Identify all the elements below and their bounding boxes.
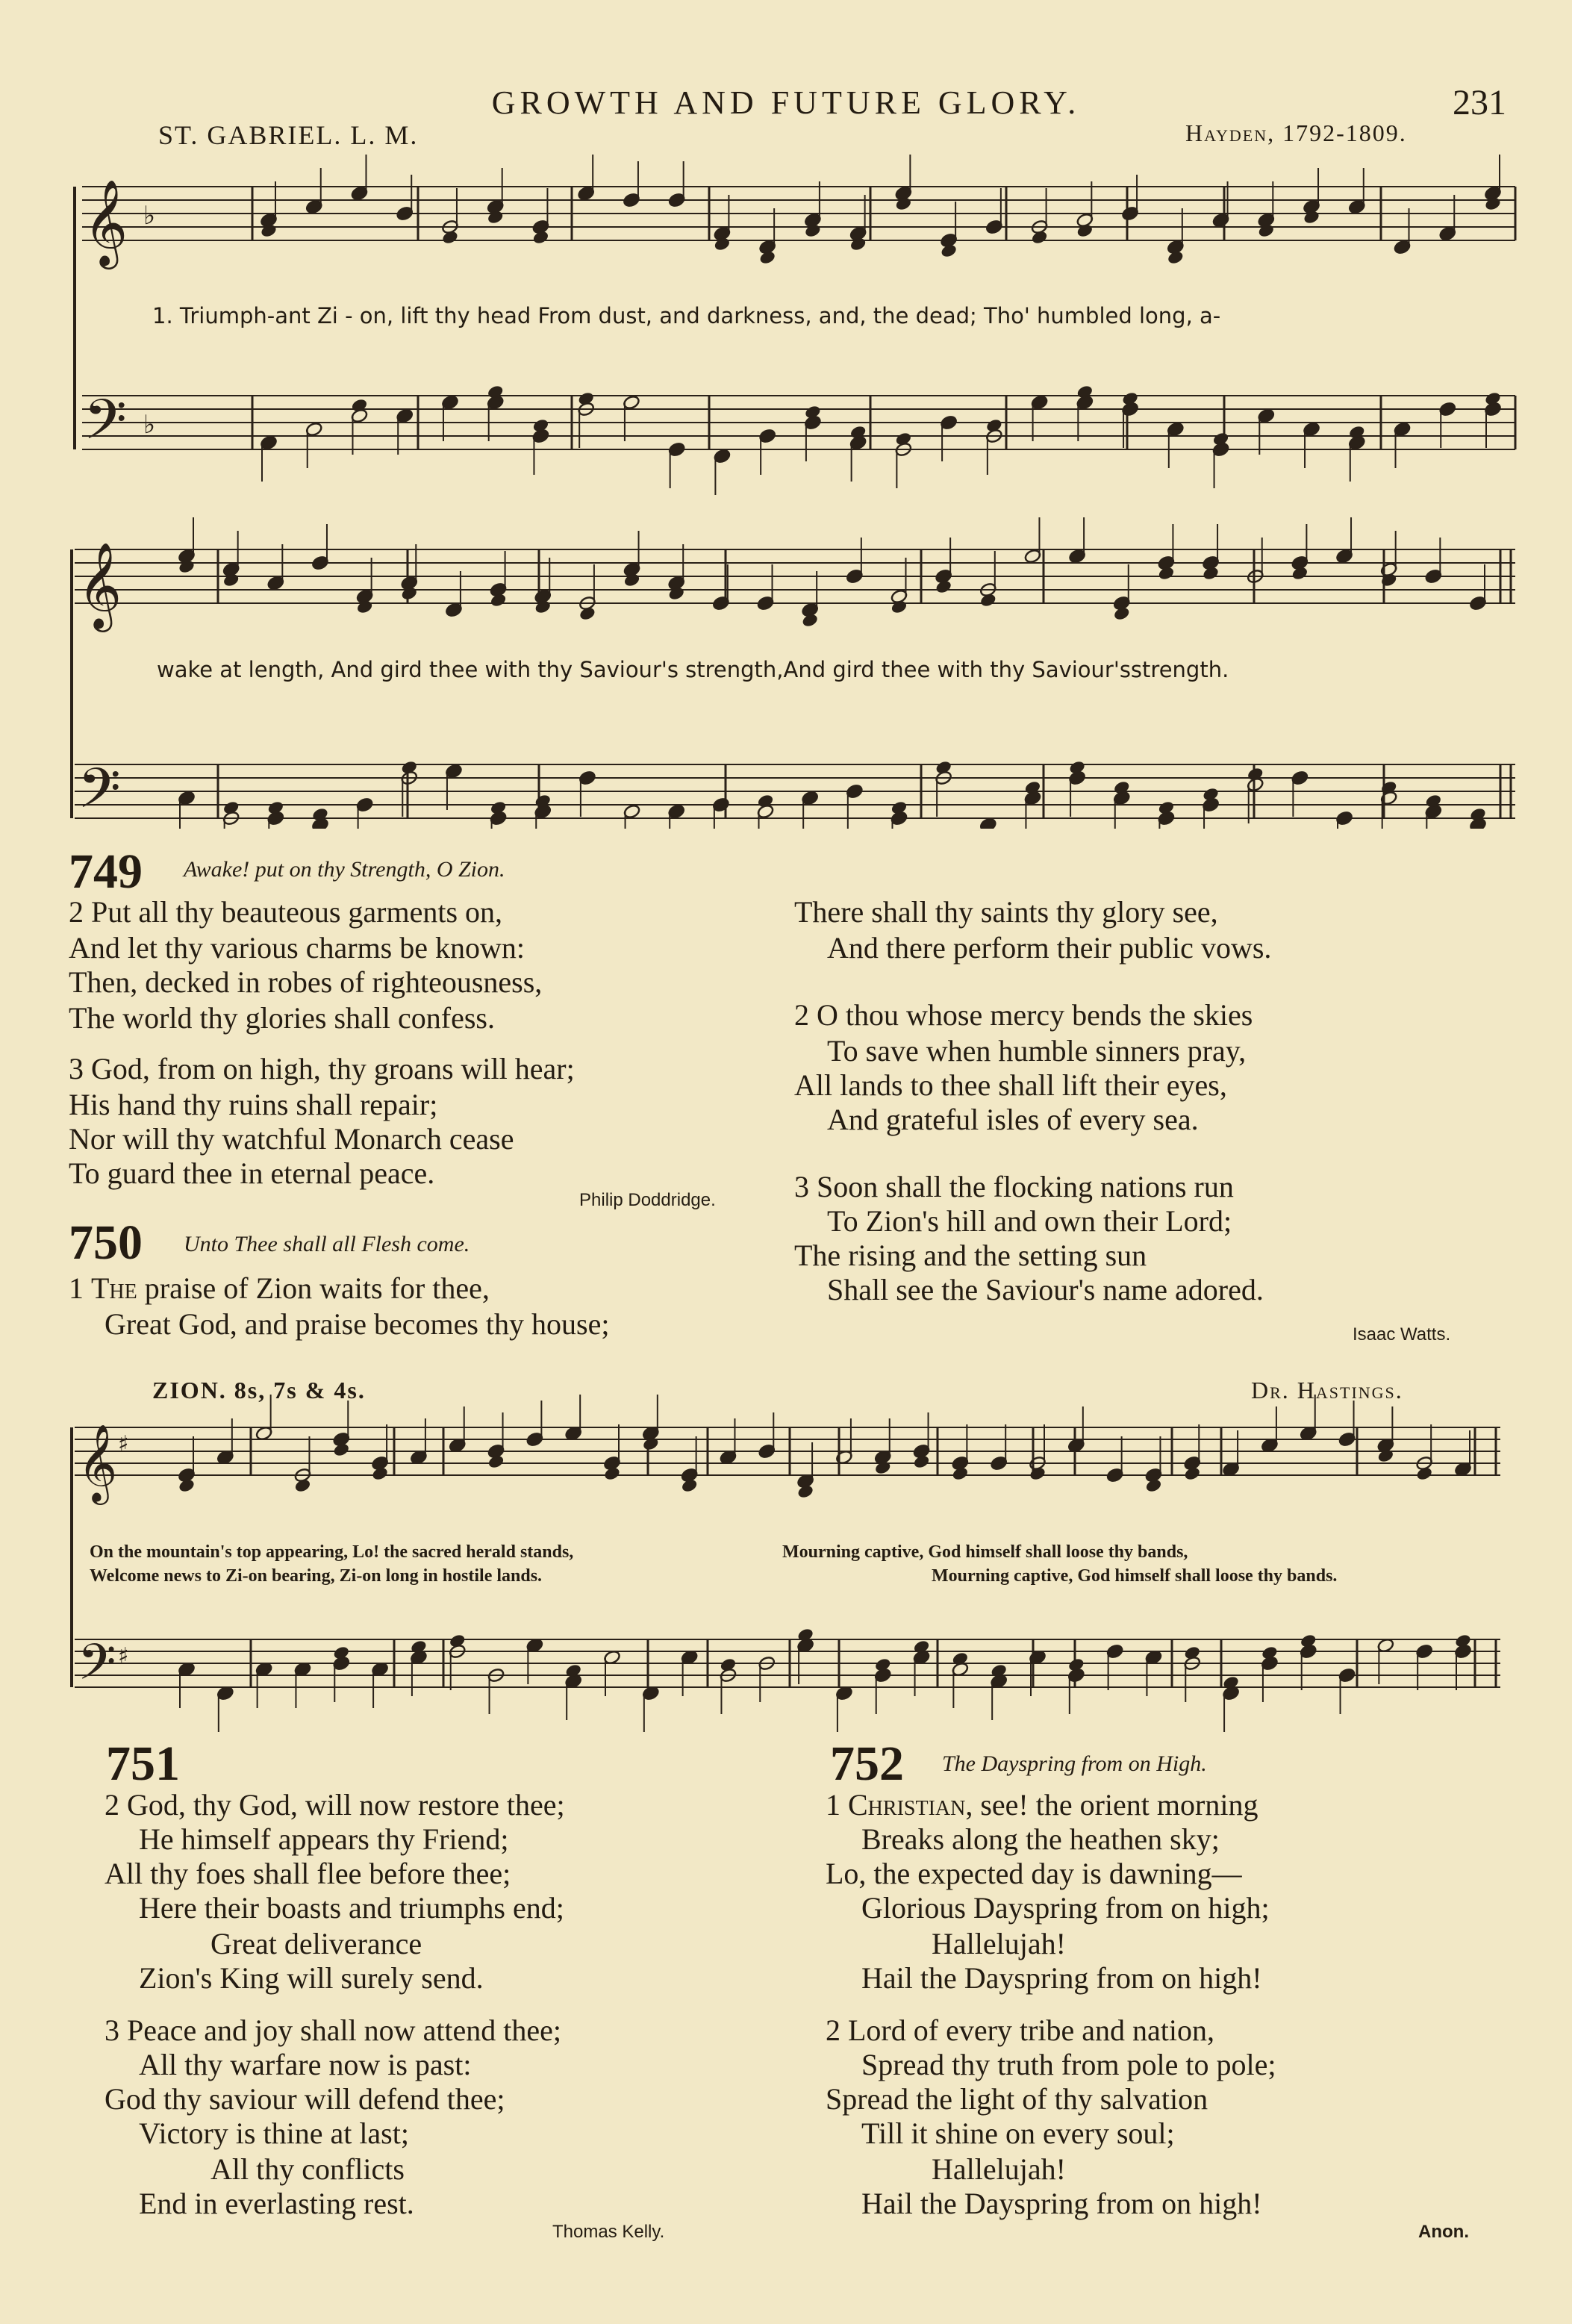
- h751-line: He himself appears thy Friend;: [139, 1822, 509, 1856]
- key-signature-flat: ♭: [143, 410, 156, 440]
- author-kelly: Thomas Kelly.: [552, 2222, 665, 2242]
- h752-line: Hallelujah!: [932, 1927, 1066, 1960]
- hymn-title-752: The Dayspring from on High.: [942, 1751, 1207, 1776]
- h749left-line: To guard thee in eternal peace.: [69, 1156, 435, 1190]
- zion-lyric-line2: Welcome news to Zi-on bearing, Zi-on long in hostile lands.: [90, 1566, 543, 1586]
- h750right-line: To save when humble sinners pray,: [827, 1034, 1247, 1068]
- author-watts: Isaac Watts.: [1353, 1324, 1451, 1345]
- h752-line: 2 Lord of every tribe and nation,: [826, 2013, 1214, 2047]
- h750right-line: The rising and the setting sun: [794, 1239, 1147, 1272]
- tune-composer-hastings: Dr. Hastings.: [1251, 1377, 1403, 1404]
- h751-line: All thy conflicts: [210, 2152, 405, 2186]
- first-word: The: [91, 1271, 137, 1305]
- zion-key-sharp: ♯: [118, 1643, 129, 1669]
- h752-line: Spread thy truth from pole to pole;: [861, 2048, 1276, 2081]
- first-word: Christian,: [848, 1788, 973, 1822]
- author-doddridge: Philip Doddridge.: [579, 1190, 716, 1210]
- running-title: GROWTH AND FUTURE GLORY.: [491, 84, 1081, 121]
- h749left-line: 2 Put all thy beauteous garments on,: [69, 895, 503, 929]
- zion-lyric-line1: On the mountain's top appearing, Lo! the sacred herald stands,: [90, 1542, 574, 1562]
- h750right-line: 3 Soon shall the flocking nations run: [794, 1170, 1234, 1203]
- h752-line: Till it shine on every soul;: [861, 2116, 1175, 2150]
- h752-line: Spread the light of thy salvation: [826, 2082, 1208, 2116]
- line-rest: praise of Zion waits for thee,: [137, 1271, 490, 1305]
- h752-line: Lo, the expected day is dawning—: [826, 1857, 1242, 1890]
- hymn-750-verse1-line1: 1 The praise of Zion waits for thee,: [69, 1271, 490, 1305]
- tune-name-st-gabriel: ST. GABRIEL. L. M.: [158, 120, 419, 150]
- h752-line: Hallelujah!: [932, 2152, 1066, 2186]
- tune-composer-hayden: Hayden, 1792-1809.: [1185, 119, 1407, 146]
- lyric-line-verse1-part1: 1. Triumph-ant Zi - on, lift thy head From dust, and darkness, and, the dead; Tho' humbled long, a-: [149, 303, 1223, 328]
- h750right-line: And there perform their public vows.: [827, 931, 1272, 965]
- h752-line: Hail the Dayspring from on high!: [861, 2187, 1262, 2220]
- treble-clef-1: 𝄞: [84, 178, 128, 266]
- treble-clef-2: 𝄞: [78, 541, 122, 629]
- bass-clef-1: 𝄢: [84, 387, 127, 466]
- h750right-line: And grateful isles of every sea.: [827, 1103, 1199, 1136]
- hymn-number-750: 750: [69, 1215, 143, 1270]
- zion-lyric-line3: Mourning captive, God himself shall loose thy bands,: [782, 1542, 1188, 1562]
- h751-line: Zion's King will surely send.: [139, 1961, 484, 1995]
- page-number: 231: [1453, 83, 1506, 122]
- tune-name-zion: ZION. 8s, 7s & 4s.: [152, 1377, 366, 1404]
- h749left-line: His hand thy ruins shall repair;: [69, 1088, 438, 1121]
- key-signature-flat: ♭: [143, 201, 156, 231]
- h751-line: 2 God, thy God, will now restore thee;: [105, 1788, 565, 1822]
- hymn-title-749: Awake! put on thy Strength, O Zion.: [184, 857, 505, 882]
- zion-treble-clef: 𝄞: [78, 1424, 118, 1502]
- hymn-752-verse1-line1: 1 Christian, see! the orient morning: [826, 1788, 1258, 1822]
- hymn-number-749: 749: [69, 844, 143, 899]
- h749left-line: The world thy glories shall confess.: [69, 1001, 495, 1035]
- line-rest: see! the orient morning: [973, 1788, 1258, 1822]
- hymn-750-verse1-line2: Great God, and praise becomes thy house;: [105, 1307, 610, 1341]
- hymn-title-750: Unto Thee shall all Flesh come.: [184, 1232, 470, 1256]
- h751-line: 3 Peace and joy shall now attend thee;: [105, 2013, 562, 2047]
- bass-clef-2: 𝄢: [78, 756, 121, 829]
- h750right-line: 2 O thou whose mercy bends the skies: [794, 998, 1253, 1032]
- author-anon: Anon.: [1418, 2222, 1469, 2242]
- h752-line: Glorious Dayspring from on high;: [861, 1891, 1270, 1925]
- hymn-number-752: 752: [830, 1736, 904, 1791]
- h749left-line: 3 God, from on high, thy groans will hear;: [69, 1052, 575, 1085]
- h749left-line: And let thy various charms be known:: [69, 931, 525, 965]
- h751-line: All thy foes shall flee before thee;: [105, 1857, 511, 1890]
- h750right-line: All lands to thee shall lift their eyes,: [794, 1068, 1227, 1102]
- h752-line: Breaks along the heathen sky;: [861, 1822, 1220, 1856]
- h750right-line: To Zion's hill and own their Lord;: [827, 1204, 1232, 1238]
- h751-line: Great deliverance: [210, 1927, 422, 1960]
- h749left-line: Then, decked in robes of righteousness,: [69, 965, 543, 999]
- h751-line: Victory is thine at last;: [139, 2116, 409, 2150]
- h750right-line: There shall thy saints thy glory see,: [794, 895, 1218, 929]
- h749left-line: Nor will thy watchful Monarch cease: [69, 1122, 514, 1156]
- h752-line: Hail the Dayspring from on high!: [861, 1961, 1262, 1995]
- h750right-line: Shall see the Saviour's name adored.: [827, 1273, 1264, 1306]
- zion-bass-clef: 𝄢: [78, 1633, 116, 1703]
- lyric-line-verse1-part2: wake at length, And gird thee with thy Saviour's strength,And gird thee with thy Saviour'sstrength.: [154, 657, 1232, 682]
- h751-line: End in everlasting rest.: [139, 2187, 414, 2220]
- h751-line: God thy saviour will defend thee;: [105, 2082, 505, 2116]
- h751-line: All thy warfare now is past:: [139, 2048, 472, 2081]
- hymn-number-751: 751: [106, 1736, 180, 1791]
- zion-key-sharp: ♯: [118, 1431, 129, 1457]
- h751-line: Here their boasts and triumphs end;: [139, 1891, 564, 1925]
- zion-lyric-line4: Mourning captive, God himself shall loose thy bands.: [932, 1566, 1338, 1586]
